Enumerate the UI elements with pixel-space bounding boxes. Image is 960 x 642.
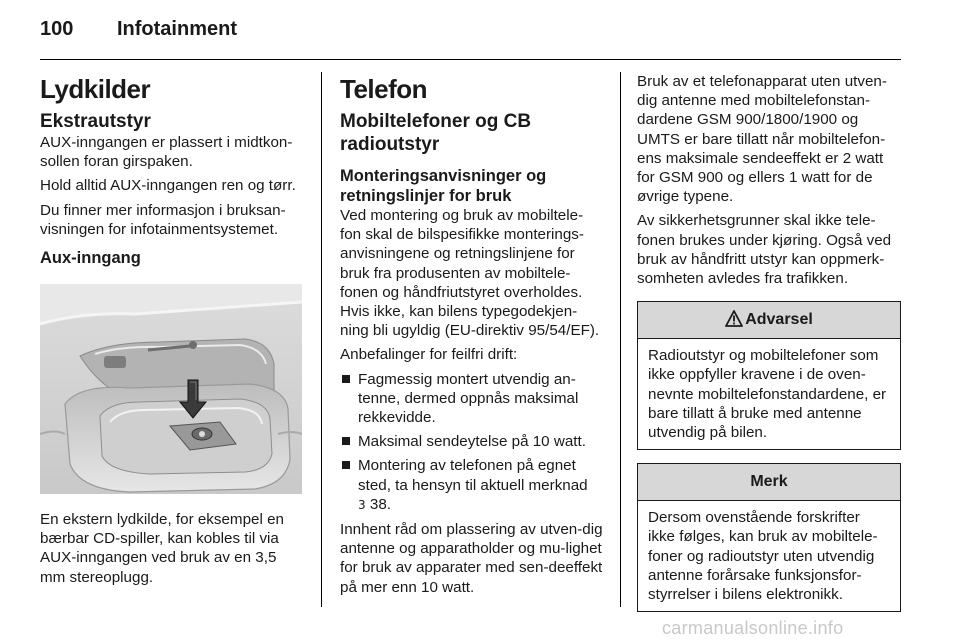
paragraph: Hold alltid AUX-inngangen ren og tørr. xyxy=(40,177,296,195)
list-item: Fagmessig montert utvendig an-tenne, dermed oppnås maksimal rekkevidde. xyxy=(340,370,604,428)
warning-text: Radioutstyr og mobiltelefoner som ikke oppfyller kravene i de oven-nevnte mobiltelefonstandardene, er bare tillatt å bruke med antenne utvendig på bilen. xyxy=(648,347,887,442)
paragraph: Av sikkerhetsgrunner skal ikke tele-fonen brukes under kjøring. Også ved bruk av håndfritt utstyr kan oppmerk-somheten avledes fra trafikken. xyxy=(637,212,892,288)
section-title-telefon: Telefon xyxy=(340,74,428,104)
recommendation-list xyxy=(340,370,604,515)
paragraph: Bruk av et telefonapparat uten utven-dig antenne med mobiltelefonstan-dardene GSM 900/1800/1900 og UMTS er bare tillatt når mobiltelefon-ens maksimale sendeeffekt er 2 watt for GSM 900 og ellers 1 watt for de øvrige typene. xyxy=(637,73,887,206)
cross-reference-icon: 3 xyxy=(358,497,366,512)
aux-caption: En ekstern lydkilde, for eksempel en bærbar CD-spiller, kan kobles til via AUX-inngangen ved bruk av en 3,5 mm stereoplugg. xyxy=(40,511,284,586)
paragraph: AUX-inngangen er plassert i midtkon-sollen foran girspaken. xyxy=(40,134,293,171)
paragraph: Innhent råd om plassering av utven-dig antenne og apparatholder og mu-lighet for bruk av apparater med sen-deeffekt på mer enn 10 watt. xyxy=(340,521,603,596)
warning-title: Advarsel xyxy=(745,311,813,329)
note-box xyxy=(637,463,901,612)
warning-body xyxy=(638,339,900,449)
paragraph: Du finner mer informasjon i bruksan-visningen for infotainmentsystemet. xyxy=(40,201,286,238)
note-title: Merk xyxy=(638,464,900,501)
bullet-icon xyxy=(342,437,350,445)
warning-title-bar xyxy=(638,302,900,339)
subsection-title-mobile-cb: Mobiltelefoner og CB radioutstyr xyxy=(340,111,532,155)
column-divider xyxy=(620,72,621,607)
column-telephone-continued xyxy=(637,72,901,612)
section-title-lydkilder: Lydkilder xyxy=(40,74,151,104)
paragraph: Anbefalinger for feilfri drift: xyxy=(340,346,518,364)
page-number: 100 xyxy=(40,18,74,40)
bullet-icon xyxy=(342,375,350,383)
bullet-icon xyxy=(342,461,350,469)
chapter-title: Infotainment xyxy=(117,18,237,40)
aux-input-illustration xyxy=(40,284,302,494)
watermark: carmanualsonline.info xyxy=(662,618,844,638)
list-item: Montering av telefonen på egnet sted, ta hensyn til aktuell merknad 3 38. xyxy=(340,456,604,515)
aux-input-heading: Aux-inngang xyxy=(40,249,141,268)
warning-triangle-icon xyxy=(725,305,743,341)
note-text: Dersom ovenstående forskrifter ikke følges, kan bruk av mobiltele-foner og radioutstyr uten utvendig antenne forårsake funksjonsfor-styrrelser i bilens elektronikk. xyxy=(648,509,878,604)
subsection-title-ekstrautstyr: Ekstrautstyr xyxy=(40,111,151,132)
header-divider xyxy=(40,59,901,60)
installation-guidelines-heading: Monteringsanvisninger og retningslinjer for bruk xyxy=(340,167,547,205)
column-telephone xyxy=(340,72,604,602)
column-audio-sources xyxy=(40,72,302,592)
paragraph: Ved montering og bruk av mobiltele-fon skal de bilspesifikke monterings-anvisningene og retningslinjene for bruk fra produsenten av mobiltele-fonen og håndfriutstyret overholdes. Hvis ikke, kan bilens typegodekjen-ning bli ugyldig (EU-direktiv 95/54/EF). xyxy=(340,207,600,340)
note-body xyxy=(638,501,900,611)
column-divider xyxy=(321,72,322,607)
warning-box xyxy=(637,301,901,450)
page-reference[interactable]: 38. xyxy=(369,495,391,513)
list-item: Maksimal sendeytelse på 10 watt. xyxy=(340,432,604,451)
